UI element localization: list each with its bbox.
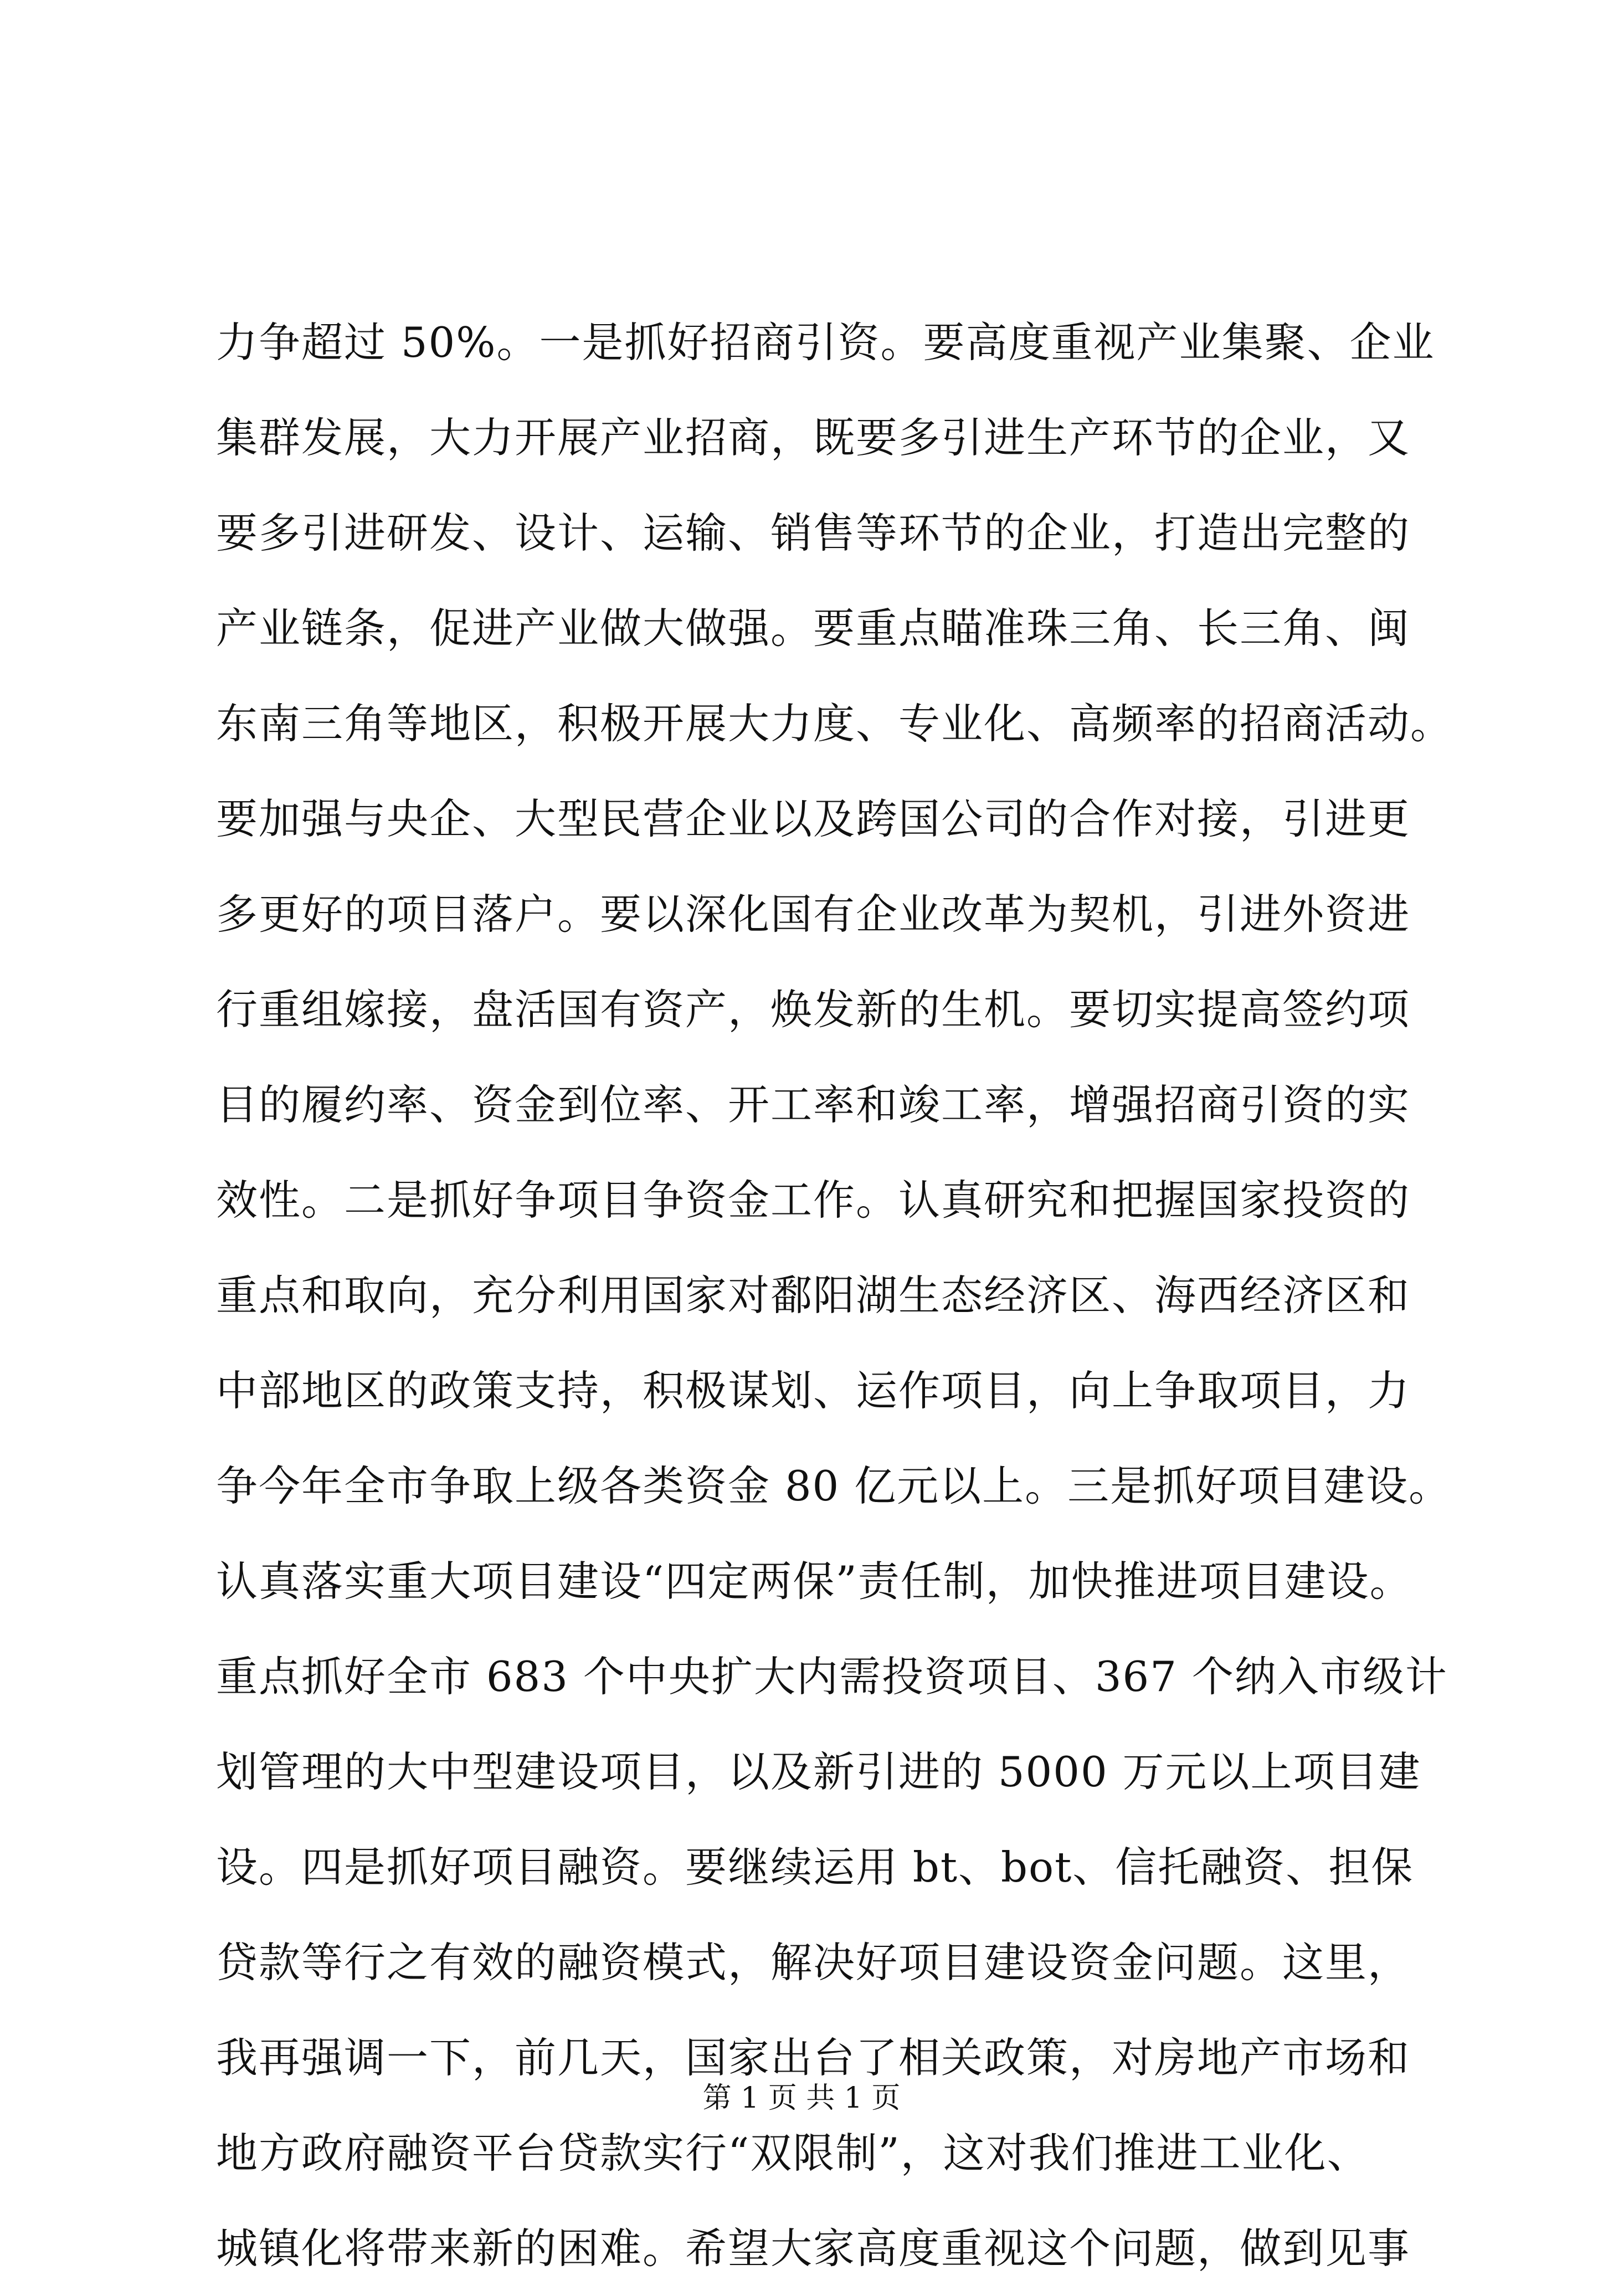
text-line: 效性。二是抓好争项目争资金工作。认真研究和把握国家投资的: [216, 1176, 1411, 1224]
text-line: 认真落实重大项目建设“四定两保”责任制，加快推进项目建设。: [216, 1557, 1412, 1606]
text-line: 中部地区的政策支持，积极谋划、运作项目，向上争取项目，力: [216, 1366, 1411, 1415]
text-line: 东南三角等地区，积极开展大力度、专业化、高频率的招商活动。: [216, 699, 1453, 748]
body-text: [216, 295, 1453, 2296]
text-line: 贷款等行之有效的融资模式，解决好项目建设资金问题。这里，: [216, 1938, 1411, 1987]
text-line: 产业链条，促进产业做大做强。要重点瞄准珠三角、长三角、闽: [216, 604, 1411, 653]
text-line: 力争超过 50%。一是抓好招商引资。要高度重视产业集聚、企业: [216, 318, 1435, 367]
page-footer: [0, 2079, 1603, 2118]
text-line: 集群发展，大力开展产业招商，既要多引进生产环节的企业，又: [216, 413, 1411, 462]
text-line: 地方政府融资平台贷款实行“双限制”，这对我们推进工业化、: [216, 2129, 1370, 2177]
text-line: 划管理的大中型建设项目，以及新引进的 5000 万元以上项目建: [216, 1747, 1421, 1796]
page-indicator: 第 1 页 共 1 页: [702, 2082, 901, 2115]
text-line: 城镇化将带来新的困难。希望大家高度重视这个问题，做到见事: [216, 2224, 1411, 2273]
text-line: 目的履约率、资金到位率、开工率和竣工率，增强招商引资的实: [216, 1080, 1411, 1129]
text-line: 要加强与央企、大型民营企业以及跨国公司的合作对接，引进更: [216, 795, 1411, 843]
text-line: 多更好的项目落户。要以深化国有企业改革为契机，引进外资进: [216, 890, 1411, 939]
text-line: 要多引进研发、设计、运输、销售等环节的企业，打造出完整的: [216, 509, 1411, 557]
text-line: 重点和取向，充分利用国家对鄱阳湖生态经济区、海西经济区和: [216, 1271, 1411, 1320]
text-line: 争今年全市争取上级各类资金 80 亿元以上。三是抓好项目建设。: [216, 1462, 1452, 1510]
text-line: 我再强调一下，前几天，国家出台了相关政策，对房地产市场和: [216, 2033, 1411, 2082]
text-line: 设。四是抓好项目融资。要继续运用 bt、bot、信托融资、担保: [216, 1843, 1414, 1892]
text-line: 行重组嫁接，盘活国有资产，焕发新的生机。要切实提高签约项: [216, 985, 1411, 1034]
text-line: 重点抓好全市 683 个中央扩大内需投资项目、367 个纳入市级计: [216, 1652, 1448, 1701]
